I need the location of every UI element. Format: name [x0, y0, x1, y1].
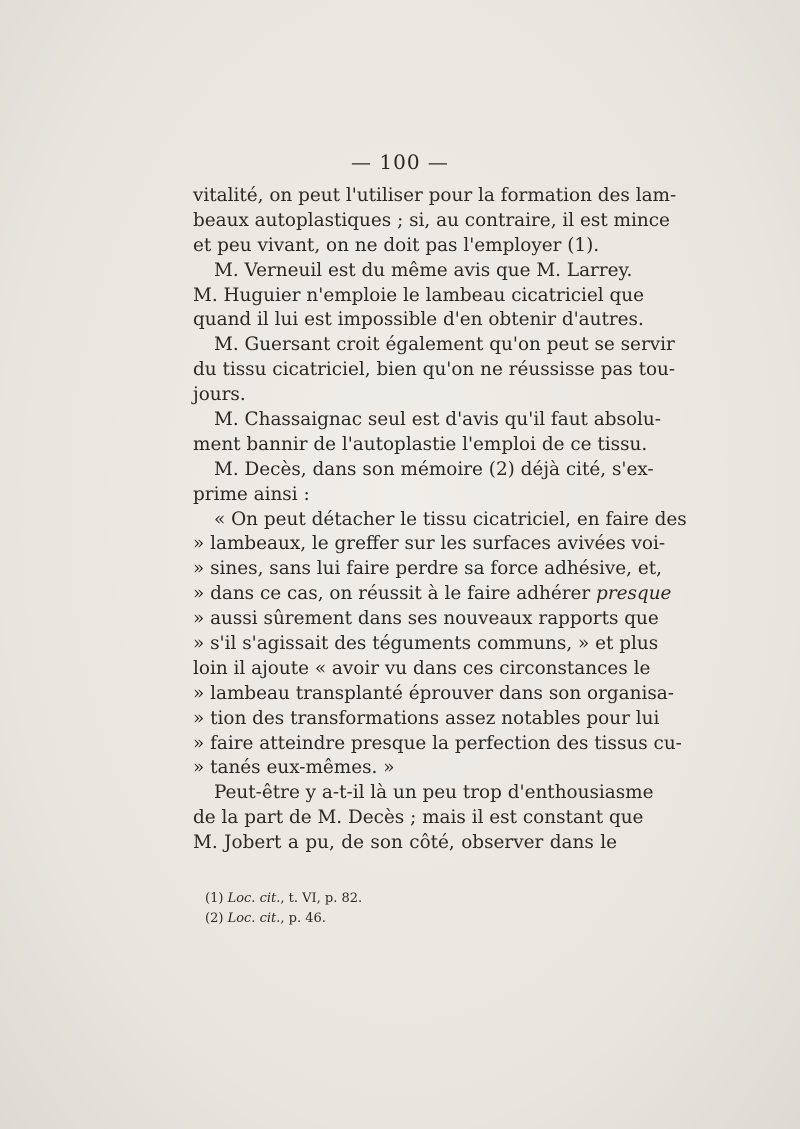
footnote-cite: Loc. cit.: [227, 891, 281, 906]
text-line: » lambeau transplanté éprouver dans son organisa-: [193, 682, 674, 704]
footnotes: [205, 889, 605, 929]
text-line: et peu vivant, on ne doit pas l'employer (1).: [193, 234, 600, 256]
emphasis-word: presque: [596, 583, 672, 605]
page-number: — 100 —: [351, 150, 449, 174]
text-line: » lambeaux, le greffer sur les surfaces avivées voi-: [193, 533, 666, 555]
text-line: prime ainsi :: [193, 483, 310, 505]
text-line: M. Verneuil est du même avis que M. Larrey.: [214, 259, 633, 281]
text-line: jours.: [193, 384, 246, 406]
footnote-ref: , t. VI, p. 82.: [280, 891, 363, 906]
text-line: M. Jobert a pu, de son côté, observer dans le: [193, 832, 617, 854]
text-line: M. Chassaignac seul est d'avis qu'il faut absolu-: [214, 409, 661, 431]
text-line: beaux autoplastiques ; si, au contraire, il est mince: [193, 209, 670, 231]
footnote-ref: , p. 46.: [280, 911, 326, 926]
text-line: ment bannir de l'autoplastie l'emploi de ce tissu.: [193, 433, 648, 455]
text-line: [193, 582, 672, 607]
text-line: » tion des transformations assez notables pour lui: [193, 707, 660, 729]
footnote-marker: (1): [205, 891, 224, 906]
text-line: M. Huguier n'emploie le lambeau cicatriciel que: [193, 284, 644, 306]
text-line: Peut-être y a-t-il là un peu trop d'enthousiasme: [214, 782, 654, 804]
text-line: M. Guersant croit également qu'on peut se servir: [214, 334, 675, 356]
text-line: « On peut détacher le tissu cicatriciel, en faire des: [214, 508, 687, 530]
text-line: de la part de M. Decès ; mais il est constant que: [193, 807, 644, 829]
text-line: vitalité, on peut l'utiliser pour la formation des lam-: [193, 185, 677, 206]
text-line: » faire atteindre presque la perfection des tissus cu-: [193, 732, 682, 754]
text-line: M. Decès, dans son mémoire (2) déjà cité, s'ex-: [214, 458, 654, 480]
text-line: » sines, sans lui faire perdre sa force adhésive, et,: [193, 558, 662, 580]
footnote: [205, 889, 605, 909]
footnote: [205, 909, 605, 929]
text-line: » s'il s'agissait des téguments communs, » et plus: [193, 633, 659, 655]
footnote-marker: (2): [205, 911, 224, 926]
text-line: » aussi sûrement dans ses nouveaux rapports que: [193, 608, 659, 630]
text-line-segment: » dans ce cas, on réussit à le faire adhérer: [193, 583, 591, 605]
body-text: [193, 184, 687, 856]
text-line: loin il ajoute « avoir vu dans ces circonstances le: [193, 657, 651, 679]
text-line: quand il lui est impossible d'en obtenir d'autres.: [193, 309, 644, 331]
text-line: du tissu cicatriciel, bien qu'on ne réussisse pas tou-: [193, 359, 676, 381]
footnote-cite: Loc. cit.: [227, 911, 281, 926]
text-line: » tanés eux-mêmes. »: [193, 757, 395, 779]
